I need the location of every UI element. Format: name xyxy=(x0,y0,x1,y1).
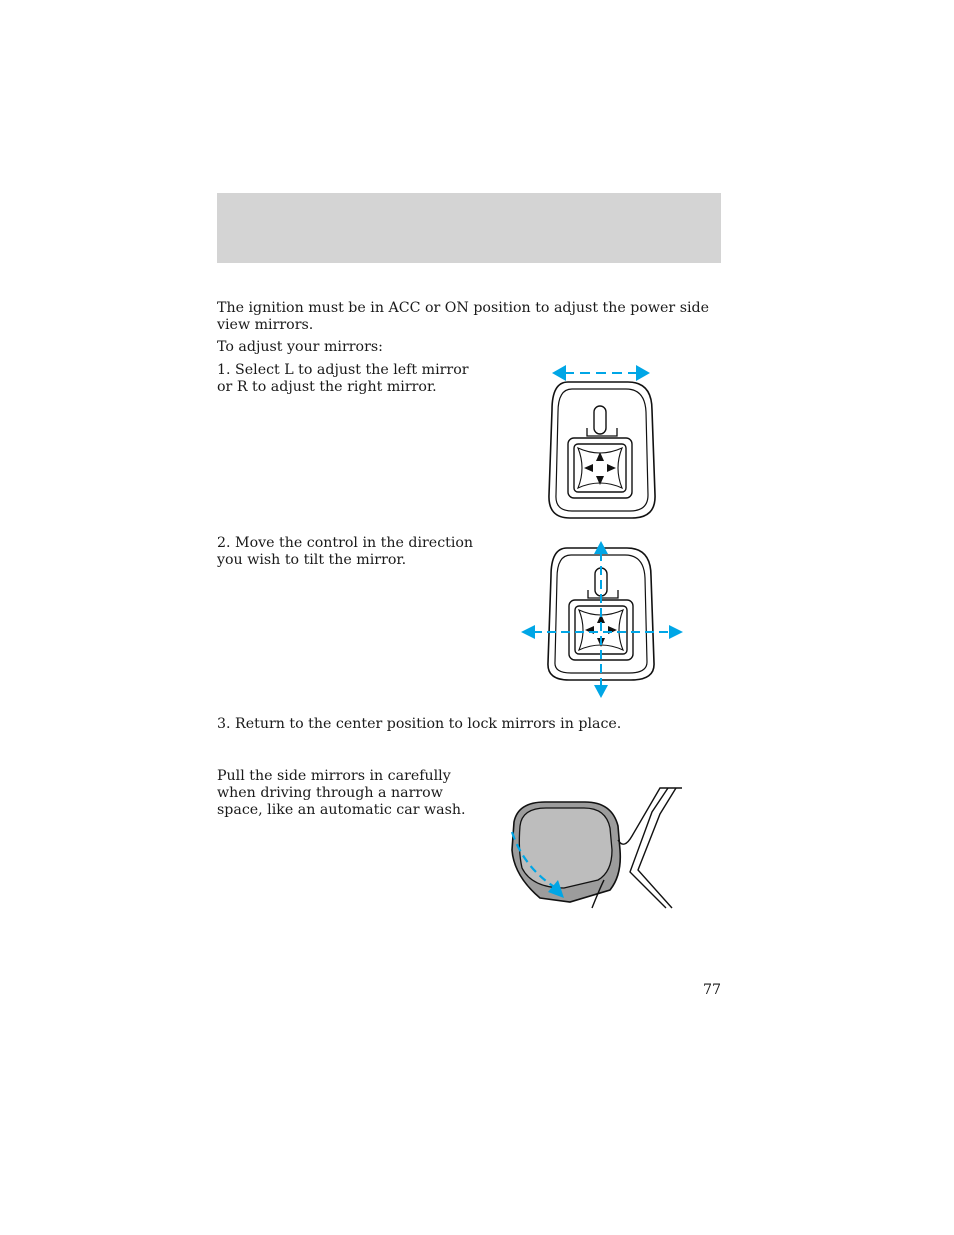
instructions-lead: To adjust your mirrors: xyxy=(217,339,383,355)
folding-side-mirror-icon xyxy=(500,780,690,915)
section-header-band xyxy=(217,193,721,263)
step-2-text: 2. Move the control in the direction you wish to tilt the mirror. xyxy=(217,535,474,568)
mirror-selector-switch-icon xyxy=(540,360,670,525)
step-1-text: 1. Select L to adjust the left mirror or R to adjust the right mirror. xyxy=(217,362,469,395)
intro-paragraph: The ignition must be in ACC or ON position to adjust the power side view mirrors. xyxy=(217,300,710,333)
left-right-select-arrow-icon xyxy=(552,365,650,381)
car-wash-caution-text: Pull the side mirrors in carefully when driving through a narrow space, like an automatic car wash. xyxy=(217,768,466,818)
page-number: 77 xyxy=(702,982,721,998)
mirror-direction-control-icon xyxy=(515,538,690,703)
step-3-text: 3. Return to the center position to lock mirrors in place. xyxy=(217,716,622,732)
